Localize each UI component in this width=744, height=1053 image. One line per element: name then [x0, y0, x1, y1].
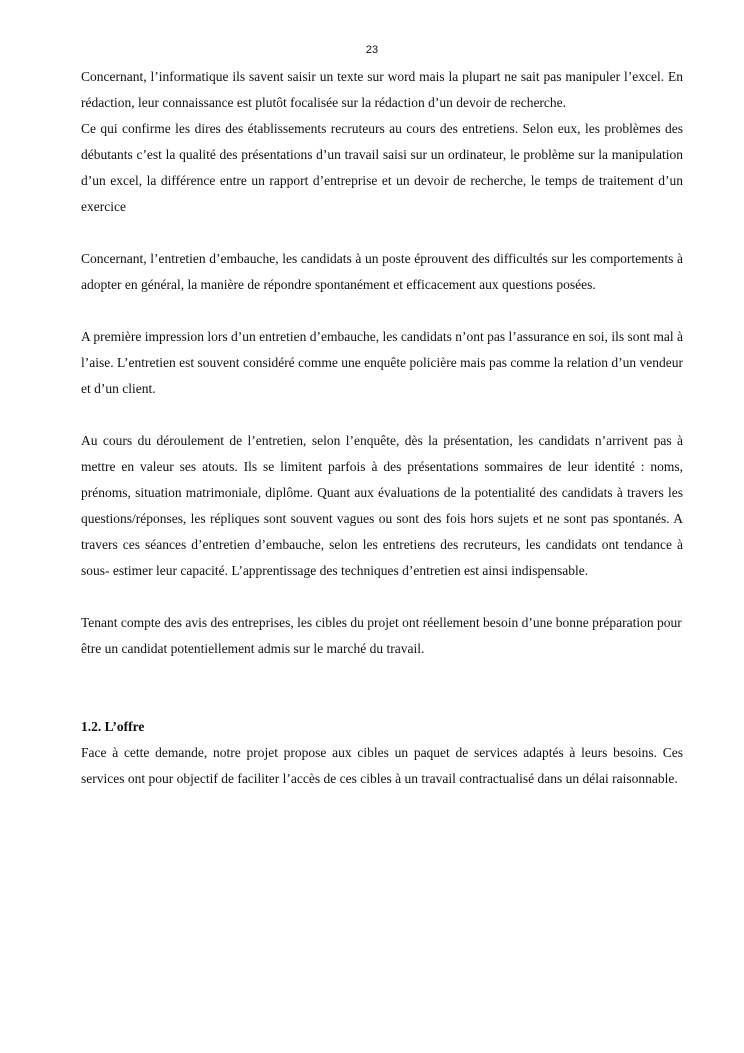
- paragraph-spacer: [81, 402, 683, 428]
- document-body: [81, 64, 683, 792]
- paragraph-avis-entreprises: Tenant compte des avis des entreprises, les cibles du projet ont réellement besoin d’une bonne préparation pour être un candidat potentiellement admis sur le marché du travail.: [81, 615, 682, 656]
- paragraph-deroulement: Au cours du déroulement de l’entretien, selon l’enquête, dès la présentation, les candidats n’arrivent pas à mettre en valeur ses atouts. Ils se limitent parfois à des présentations sommaires de leur identité : noms, prénoms, situation matrimoniale, diplôme. Quant aux évaluations de la potentialité des candidats à travers les questions/réponses, les répliques sont souvent vagues ou sont des fois hors sujets et ne sont pas spontanés. A travers ces séances d’entretien d’embauche, selon les entretiens des recruteurs, les candidats ont tendance à sous- estimer leur capacité. L’apprentissage des techniques d’entretien est ainsi indispensable.: [81, 433, 683, 578]
- paragraph-offre: Face à cette demande, notre projet propose aux cibles un paquet de services adaptés à leurs besoins. Ces services ont pour objectif de faciliter l’accès de ces cibles à un travail contractualisé dans un délai raisonnable.: [81, 745, 683, 786]
- paragraph-spacer: [81, 584, 683, 610]
- paragraph-informatique: Concernant, l’informatique ils savent saisir un texte sur word mais la plupart ne sait pas manipuler l’excel. En rédaction, leur connaissance est plutôt focalisée sur la rédaction d’un devoir de recherche.: [81, 69, 683, 110]
- paragraph-premiere-impression: A première impression lors d’un entretien d’embauche, les candidats n’ont pas l’assurance en soi, ils sont mal à l’aise. L’entretien est souvent considéré comme une enquête policière mais pas comme la relation d’un vendeur et d’un client.: [81, 329, 683, 396]
- paragraph-spacer: [81, 220, 683, 246]
- section-spacer: [81, 662, 683, 714]
- paragraph-entretien-embauche: Concernant, l’entretien d’embauche, les candidats à un poste éprouvent des difficultés sur les comportements à adopter en général, la manière de répondre spontanément et efficacement aux questions posées.: [81, 251, 683, 292]
- section-heading: 1.2. L’offre: [81, 719, 145, 734]
- paragraph-spacer: [81, 298, 683, 324]
- paragraph-recruteurs: Ce qui confirme les dires des établissements recruteurs au cours des entretiens. Selon eux, les problèmes des débutants c’est la qualité des présentations d’un travail saisi sur un ordinateur, le problème sur la manipulation d’un excel, la différence entre un rapport d’entreprise et un devoir de recherche, le temps de traitement d’un exercice: [81, 121, 683, 214]
- page-number: 23: [365, 44, 379, 56]
